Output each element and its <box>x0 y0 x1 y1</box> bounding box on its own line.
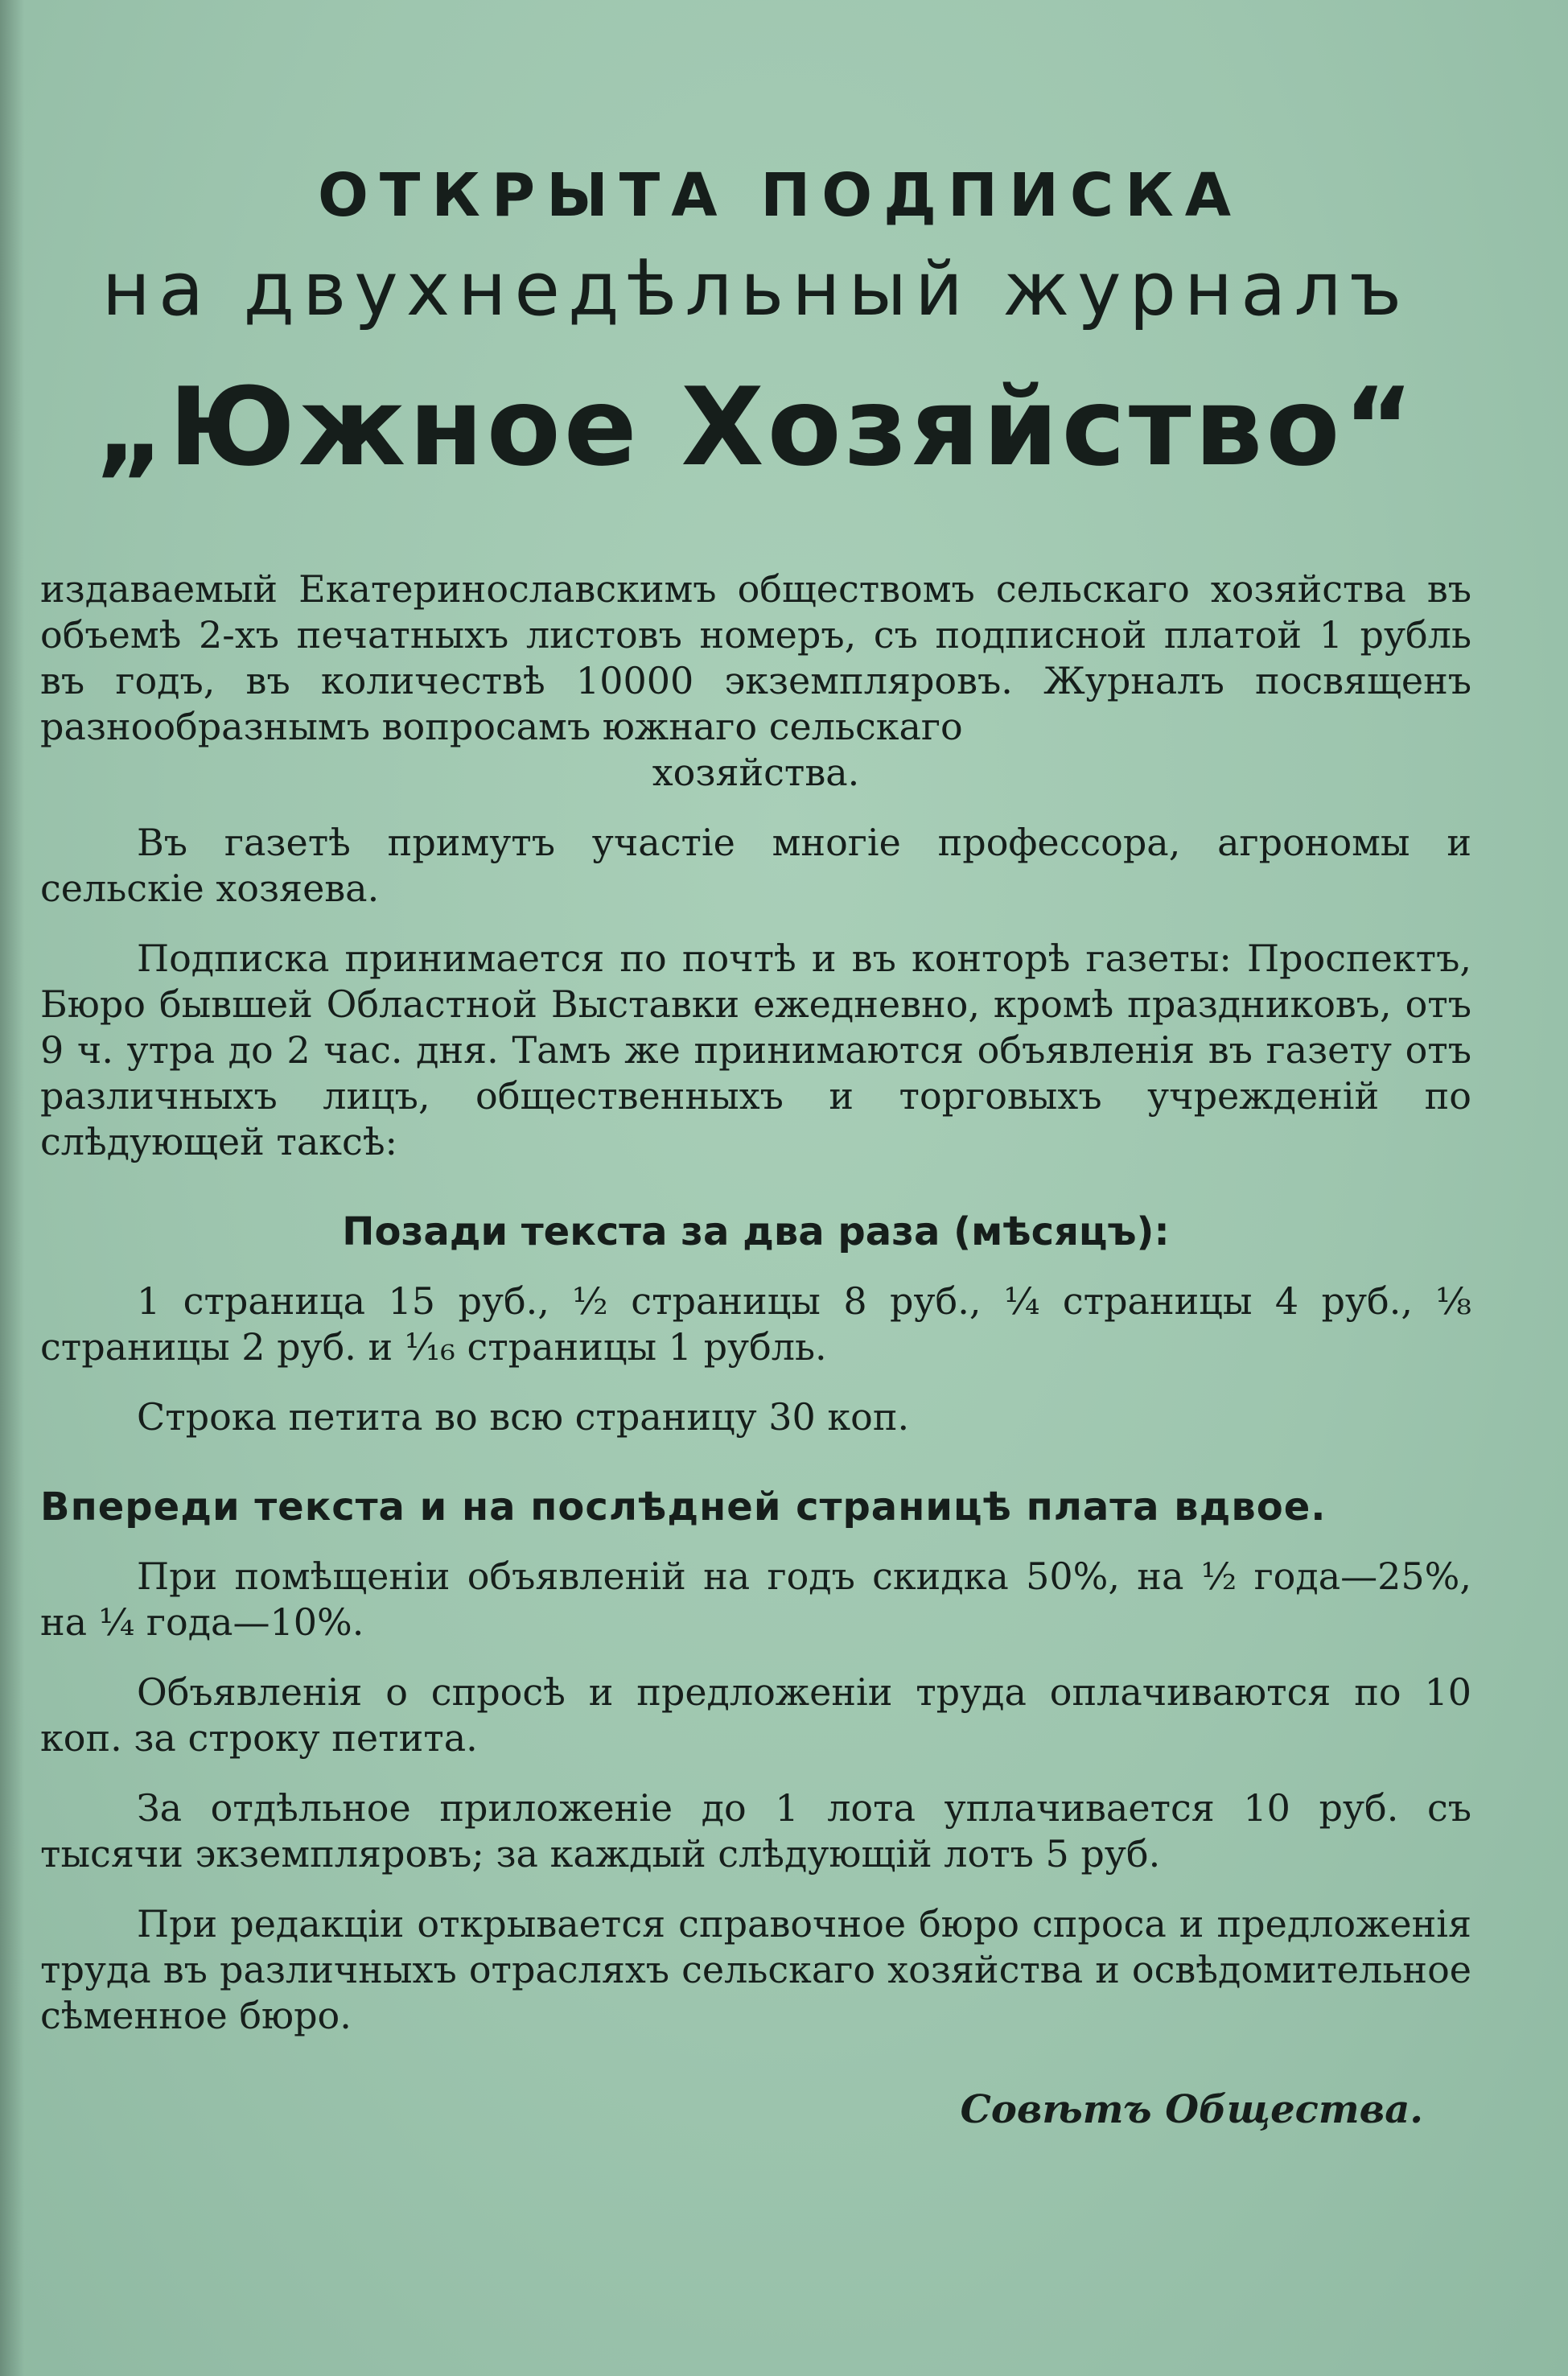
supplement-paragraph: За отдѣльное приложеніе до 1 лота уплачивается 10 руб. съ тысячи экземпляровъ; за каждый слѣдующій лотъ 5 руб. <box>40 1786 1471 1876</box>
heading-subscription-open: ОТКРЫТА ПОДПИСКА <box>318 161 1242 230</box>
intro-text: издаваемый Екатеринославскимъ обществомъ сельскаго хозяйства въ объемѣ 2-хъ печатныхъ листовъ номеръ, съ подписной платой 1 рубль въ годъ, въ количествѣ 10000 экземпляровъ. Журналъ посвященъ разнообразнымъ вопросамъ южнаго сельскаго <box>40 567 1471 748</box>
intro-paragraph <box>40 566 1471 796</box>
subscription-paragraph: Подписка принимается по почтѣ и въ конторѣ газеты: Проспектъ, Бюро бывшей Областной Выставки ежедневно, кромѣ праздниковъ, отъ 9 ч. утра до 2 час. дня. Тамъ же принимаются объявленія въ газету отъ различныхъ лицъ, общественныхъ и торговыхъ учрежденій по слѣдующей таксѣ: <box>40 937 1471 1163</box>
body-text <box>40 566 1471 2132</box>
subhead-front-of-text: Впереди текста и на послѣдней страницѣ плата вдвое. <box>40 1484 1327 1530</box>
page-edge-shadow <box>0 0 24 2376</box>
subhead-back-of-text: Позади текста за два раза (мѣсяцъ): <box>342 1209 1170 1254</box>
heading-journal-title: „Южное Хозяйство“ <box>94 364 1418 490</box>
line-rate-paragraph: Строка петита во всю страницу 30 коп. <box>137 1395 910 1439</box>
labor-ads-paragraph: Объявленія о спросѣ и предложеніи труда оплачиваются по 10 коп. за строку петита. <box>40 1670 1471 1760</box>
heading-journal-type: на двухнедѣльный журналъ <box>101 246 1410 332</box>
signature: Совѣтъ Общества. <box>960 2087 1423 2132</box>
discount-paragraph: При помѣщеніи объявленій на годъ скидка 50%, на ½ года—25%, на ¼ года—10%. <box>40 1554 1471 1644</box>
bureau-paragraph: При редакціи открывается справочное бюро спроса и предложенія труда въ различныхъ отрасляхъ сельскаго хозяйства и освѣдомительное сѣменное бюро. <box>40 1902 1471 2037</box>
intro-last-line: хозяйства. <box>652 751 860 794</box>
participants-paragraph: Въ газетѣ примутъ участіе многіе профессора, агрономы и сельскіе хозяева. <box>40 821 1471 910</box>
page-rates-paragraph: 1 страница 15 руб., ½ страницы 8 руб., ¼ страницы 4 руб., ⅛ страницы 2 руб. и ¹⁄₁₆ страницы 1 рубль. <box>40 1279 1471 1369</box>
